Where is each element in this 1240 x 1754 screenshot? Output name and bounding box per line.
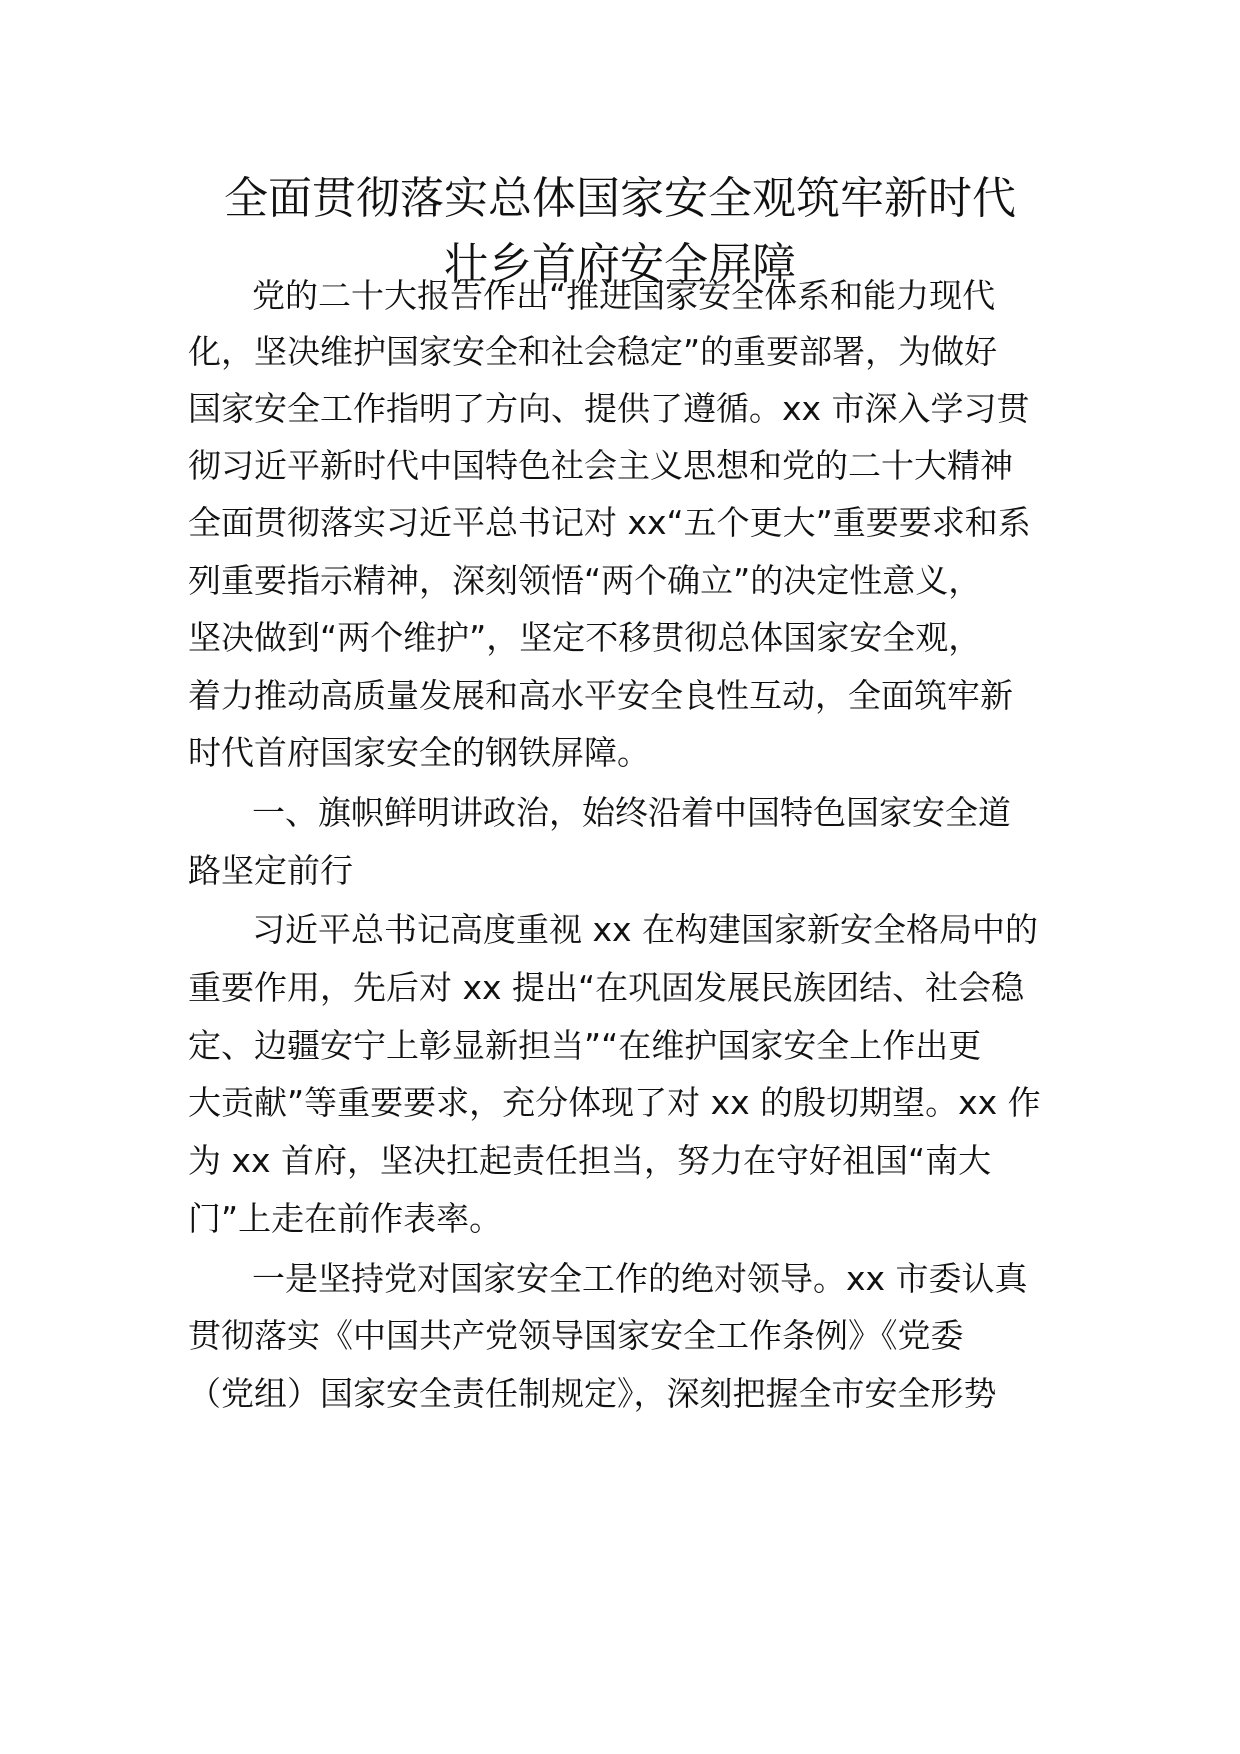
paragraph-line: 一是坚持党对国家安全工作的绝对领导。xx 市委认真: [252, 1259, 1028, 1298]
paragraph-line: 着力推动高质量发展和高水平安全良性互动，全面筑牢新: [188, 676, 1013, 715]
paragraph-line: 大贡献”等重要要求，充分体现了对 xx 的殷切期望。xx 作: [188, 1083, 1041, 1122]
section-heading-line: 路坚定前行: [188, 851, 353, 890]
paragraph-line: 坚决做到“两个维护”，坚定不移贯彻总体国家安全观，: [188, 618, 982, 657]
paragraph-line: 习近平总书记高度重视 xx 在构建国家新安全格局中的: [252, 910, 1039, 949]
section-heading-line: 一、旗帜鲜明讲政治，始终沿着中国特色国家安全道: [252, 793, 1011, 832]
paragraph-line: 彻习近平新时代中国特色社会主义思想和党的二十大精神: [188, 446, 1013, 485]
paragraph-line: 全面贯彻落实习近平总书记对 xx“五个更大”重要要求和系: [188, 503, 1031, 542]
paragraph-line: 国家安全工作指明了方向、提供了遵循。xx 市深入学习贯: [188, 389, 1030, 428]
paragraph-line: 贯彻落实《中国共产党领导国家安全工作条例》《党委: [188, 1316, 964, 1355]
paragraph-line: 重要作用，先后对 xx 提出“在巩固发展民族团结、社会稳: [188, 968, 1025, 1007]
paragraph-line: 时代首府国家安全的钢铁屏障。: [188, 733, 650, 772]
paragraph-line: 化，坚决维护国家安全和社会稳定”的重要部署，为做好: [188, 332, 998, 371]
paragraph-line: 门”上走在前作表率。: [188, 1199, 503, 1238]
paragraph-line: 列重要指示精神，深刻领悟“两个确立”的决定性意义，: [188, 561, 982, 600]
document-title-line-2: 壮乡首府安全屏障: [444, 239, 796, 290]
paragraph-line: （党组）国家安全责任制规定》，深刻把握全市安全形势: [188, 1374, 997, 1413]
paragraph-line: 为 xx 首府，坚决扛起责任担当，努力在守好祖国“南大: [188, 1141, 992, 1180]
document-title-line-1: 全面贯彻落实总体国家安全观筑牢新时代: [224, 173, 1016, 224]
paragraph-line: 党的二十大报告作出“推进国家安全体系和能力现代: [252, 276, 996, 315]
paragraph-line: 定、边疆安宁上彰显新担当”“在维护国家安全上作出更: [188, 1026, 982, 1065]
